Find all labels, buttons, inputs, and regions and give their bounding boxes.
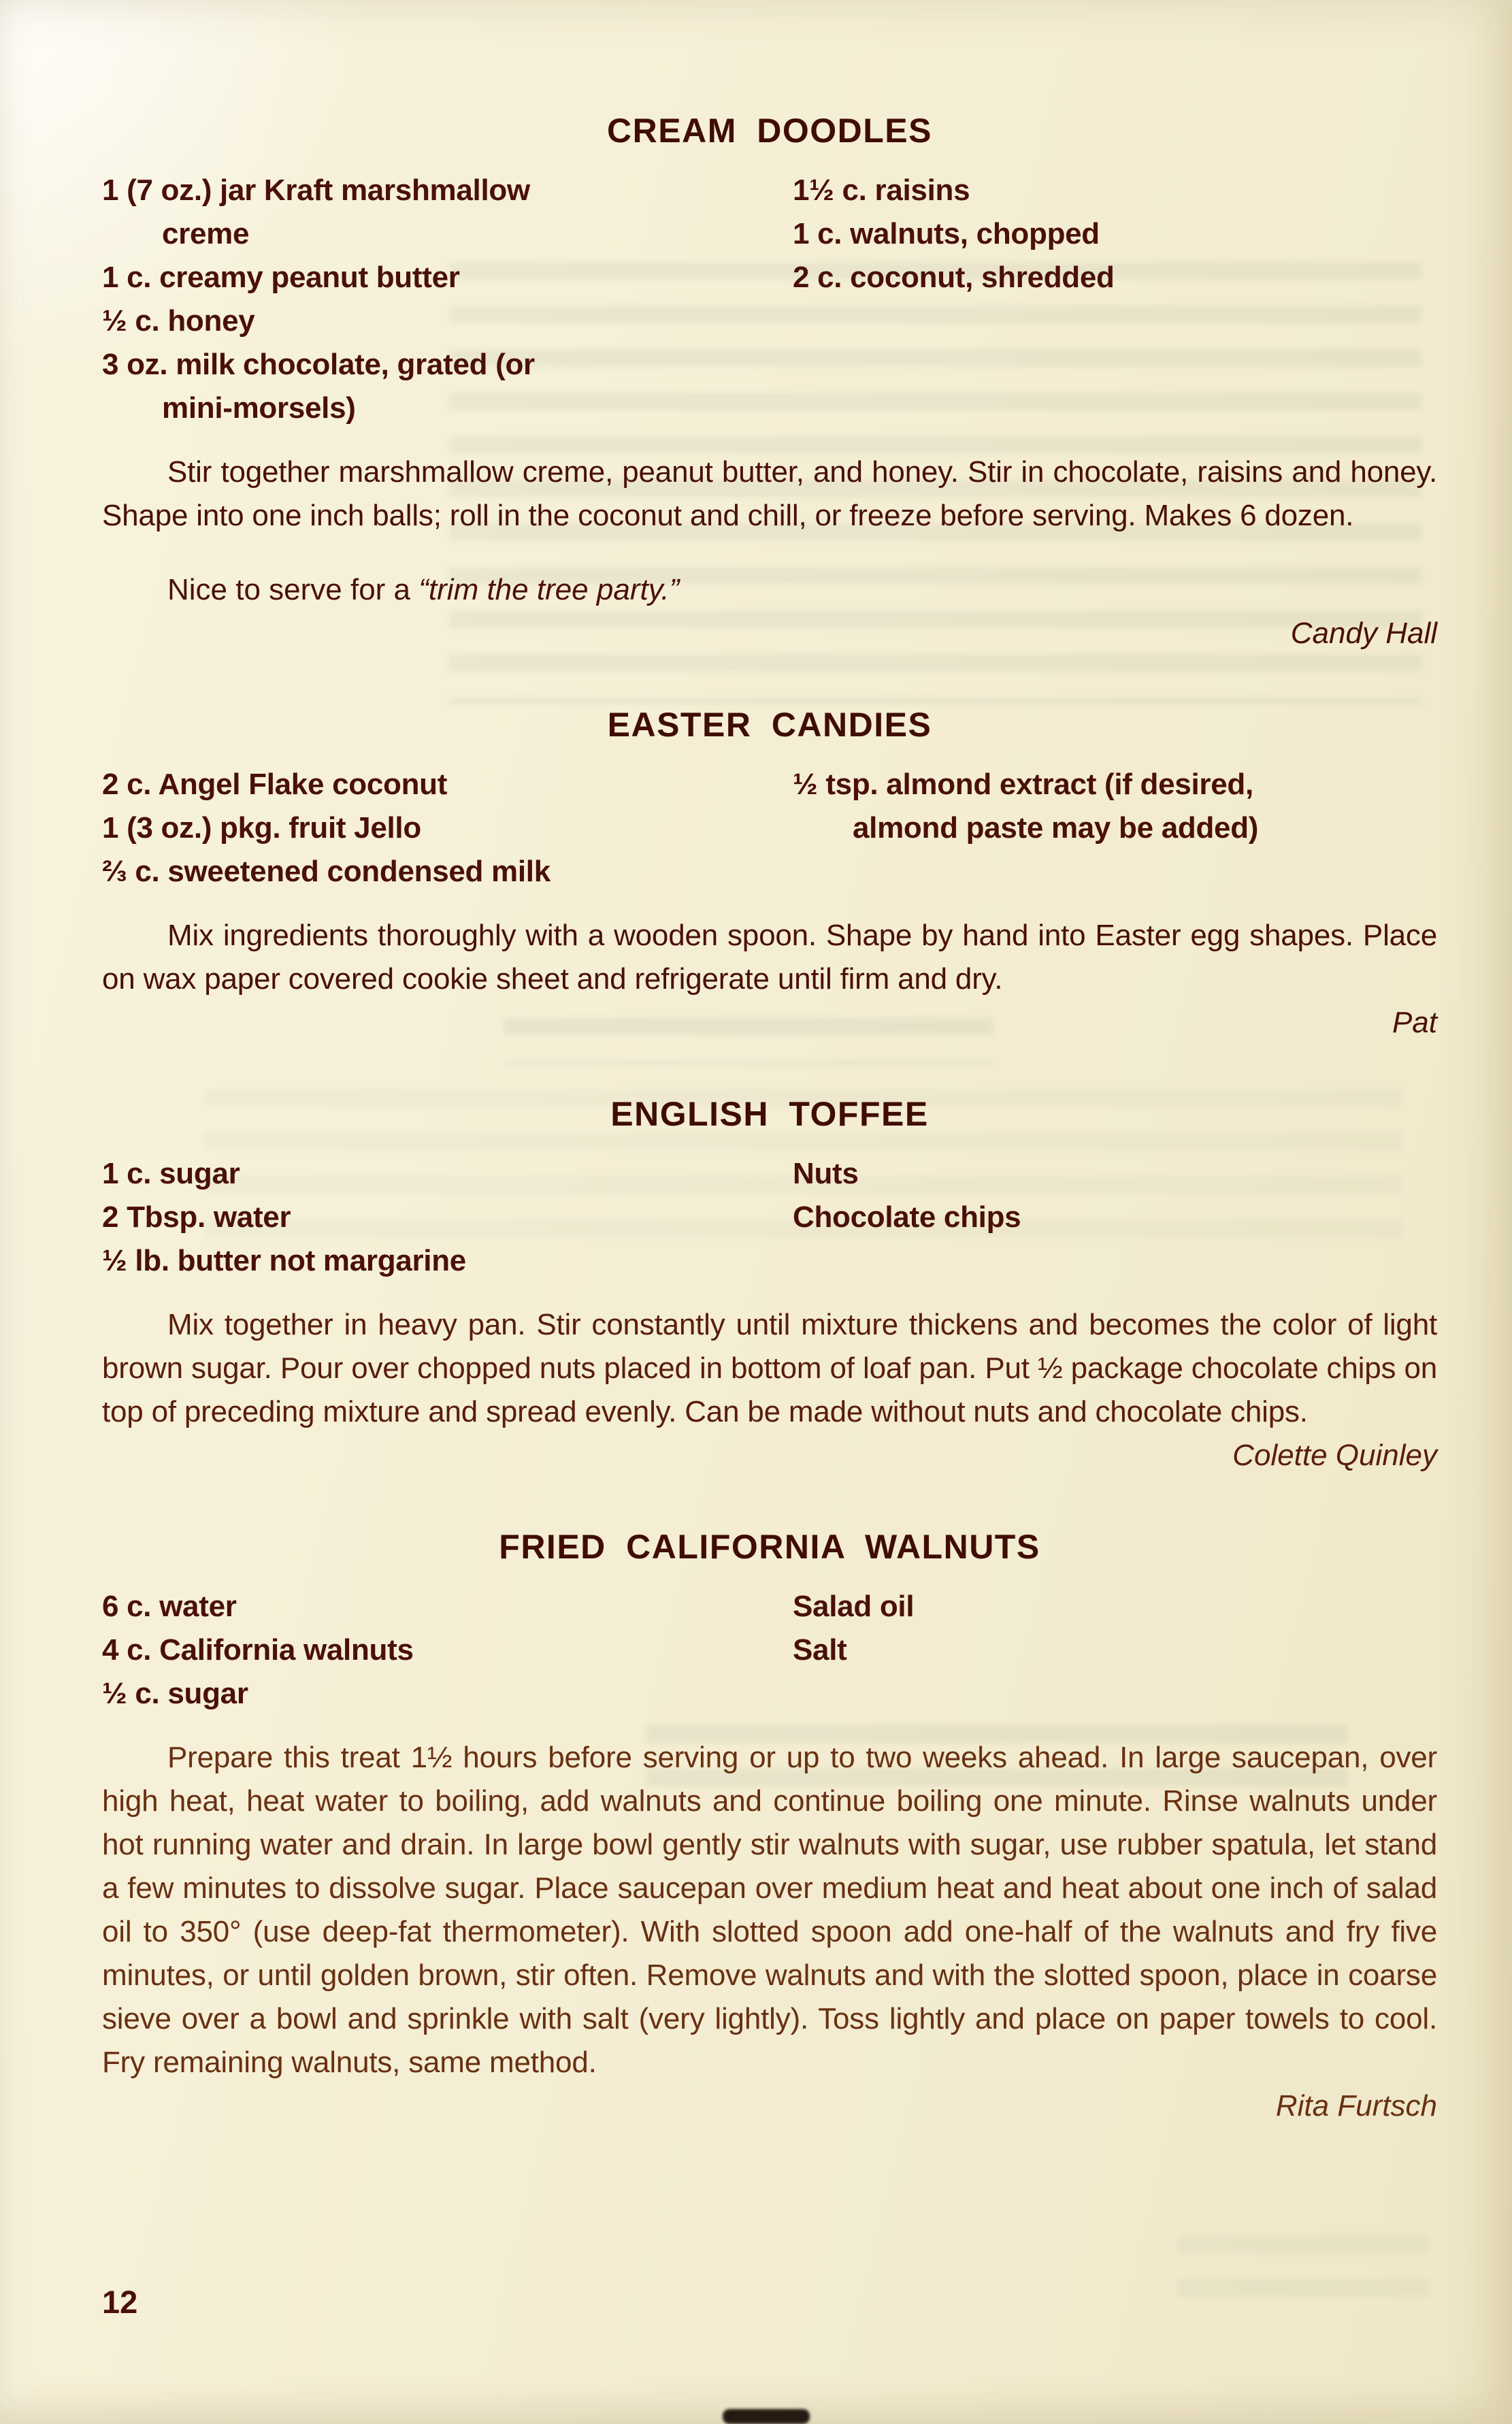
ingredient-line: ½ c. honey: [102, 304, 255, 338]
recipe-section: [102, 706, 1437, 1045]
ingredient-line: 2 Tbsp. water: [102, 1200, 291, 1234]
recipe-instructions: [102, 1736, 1437, 2084]
instruction-paragraph: Prepare this treat 1½ hours before serving or up to two weeks ahead. In large saucepan, over high heat, heat water to boiling, add walnuts and continue boiling one minute. Rinse walnuts under hot running water and drain. In large bowl gently stir walnuts with sugar, use rubber spatula, let stand a few minutes to dissolve sugar. Place saucepan over medium heat and heat about one inch of salad oil to 350° (use deep-fat thermometer). With slotted spoon add one-half of the walnuts and fry five minutes, or until golden brown, stir often. Remove walnuts and with the slotted spoon, place in coarse sieve over a bowl and sprinkle with salt (very lightly). Toss lightly and place on paper towels to cool. Fry remaining walnuts, same method.: [102, 1741, 1437, 2079]
ingredients-left: [102, 1585, 793, 1716]
ingredient-line: 4 c. California walnuts: [102, 1633, 414, 1667]
ingredients-left: [102, 1152, 793, 1283]
ingredient-line: 1 c. creamy peanut butter: [102, 261, 460, 294]
ingredient-line: 1 c. sugar: [102, 1157, 240, 1190]
recipe-section: [102, 1096, 1437, 1477]
ingredients-right: [793, 763, 1437, 894]
recipe-section: [102, 1528, 1437, 2128]
recipe-instructions: [102, 914, 1437, 1001]
ingredients-left: [102, 169, 793, 430]
ingredient-line: 1 c. walnuts, chopped: [793, 217, 1100, 250]
serving-note-prefix: Nice to serve for a: [167, 573, 419, 606]
instruction-paragraph: Stir together marshmallow creme, peanut butter, and honey. Stir in chocolate, raisins and honey. Shape into one inch balls; roll in the coconut and chill, or freeze before serving. Makes 6 dozen.: [102, 455, 1437, 532]
recipe-title: ENGLISH TOFFEE: [610, 1095, 929, 1133]
instruction-paragraph: Mix ingredients thoroughly with a wooden spoon. Shape by hand into Easter egg shapes. Place on wax paper covered cookie sheet and refrigerate until firm and dry.: [102, 919, 1437, 996]
instruction-paragraph: Mix together in heavy pan. Stir constantly until mixture thickens and becomes the color of light brown sugar. Pour over chopped nuts placed in bottom of loaf pan. Put ½ package chocolate chips on top of preceding mixture and spread evenly. Can be made without nuts and chocolate chips.: [102, 1308, 1437, 1428]
recipe-signature: Candy Hall: [1290, 617, 1437, 650]
ingredient-line: 2 c. coconut, shredded: [793, 261, 1115, 294]
page-number: 12: [102, 2284, 138, 2320]
recipe-signature: Rita Furtsch: [1275, 2089, 1437, 2123]
ingredient-list: [102, 169, 1437, 430]
ingredient-line: creme: [162, 217, 250, 250]
ingredient-line: 1½ c. raisins: [793, 174, 970, 207]
ingredient-line: Salad oil: [793, 1590, 915, 1623]
ingredient-line: almond paste may be added): [853, 811, 1259, 845]
ingredient-list: [102, 1152, 1437, 1283]
ingredient-line: Nuts: [793, 1157, 859, 1190]
ingredients-left: [102, 763, 793, 894]
ingredient-line: ½ c. sugar: [102, 1677, 248, 1710]
serving-note-quote: “trim the tree party.”: [418, 573, 680, 606]
recipe-signature: Colette Quinley: [1232, 1439, 1437, 1472]
ingredient-line: 1 (7 oz.) jar Kraft marshmallow: [102, 174, 530, 207]
ingredient-list: [102, 1585, 1437, 1716]
ingredient-list: [102, 763, 1437, 894]
bleed-through-artifact: [1177, 2235, 1429, 2304]
serving-note: [102, 568, 1437, 612]
ingredient-line: Chocolate chips: [793, 1200, 1021, 1234]
recipe-instructions: [102, 451, 1437, 612]
ingredients-right: [793, 1585, 1437, 1716]
ingredient-line: ⅔ c. sweetened condensed milk: [102, 855, 550, 888]
ingredients-right: [793, 1152, 1437, 1283]
recipe-title: FRIED CALIFORNIA WALNUTS: [499, 1528, 1040, 1566]
ingredient-line: 3 oz. milk chocolate, grated (or: [102, 348, 535, 381]
ingredient-line: 2 c. Angel Flake coconut: [102, 768, 448, 801]
ingredient-line: Salt: [793, 1633, 847, 1667]
recipe-title: EASTER CANDIES: [607, 706, 932, 744]
ingredient-line: ½ tsp. almond extract (if desired,: [793, 768, 1253, 801]
ingredient-line: 6 c. water: [102, 1590, 237, 1623]
scan-smudge-artifact: [723, 2409, 810, 2424]
recipe-section: [102, 112, 1437, 655]
ingredients-right: [793, 169, 1437, 430]
recipe-title: CREAM DOODLES: [607, 112, 932, 150]
recipe-signature: Pat: [1392, 1006, 1437, 1039]
ingredient-line: mini-morsels): [162, 391, 356, 425]
ingredient-line: ½ lb. butter not margarine: [102, 1244, 466, 1277]
ingredient-line: 1 (3 oz.) pkg. fruit Jello: [102, 811, 421, 845]
recipe-instructions: [102, 1303, 1437, 1434]
